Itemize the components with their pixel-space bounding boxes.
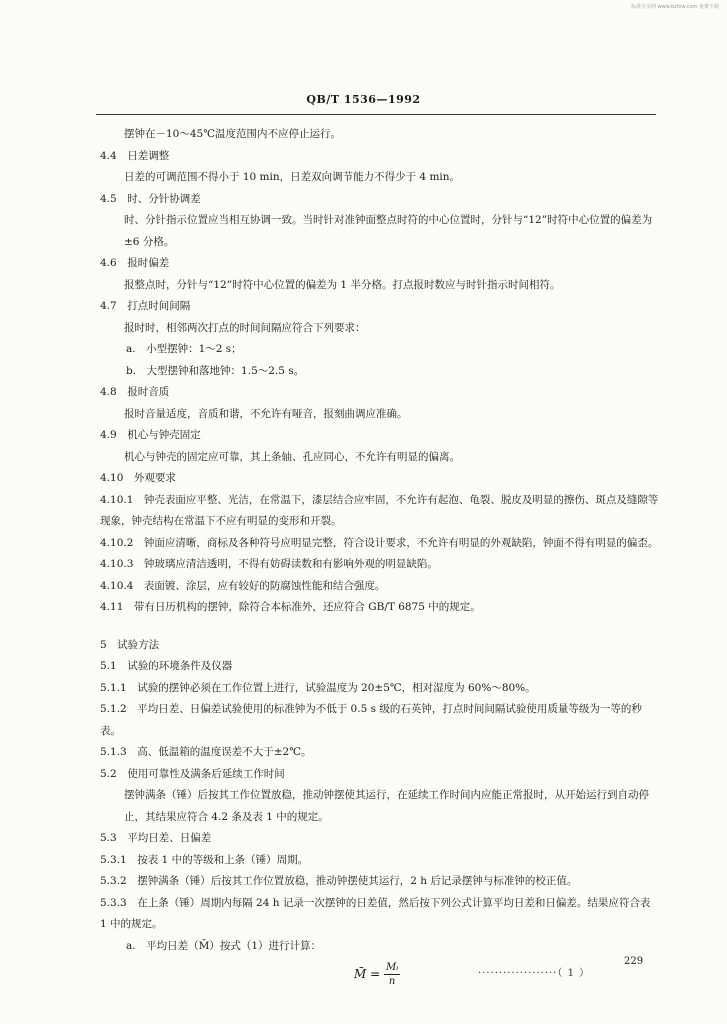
formula-numerator: Mᵢ — [385, 962, 399, 973]
page-header: QB/T 1536—1992 — [306, 93, 421, 106]
text-line: 日差的可调范围不得小于 10 min，日差双向调节能力不得少于 4 min。 — [124, 171, 461, 183]
text-line: 机心与钟壳的固定应可靠，其上条轴、孔应同心，不允许有明显的偏离。 — [124, 450, 460, 463]
formula-lhs: M̄ = — [354, 967, 381, 981]
text-line: 4.9 机心与钟壳固定 — [100, 429, 201, 441]
text-line: 摆钟在－10～45℃温度范围内不应停止运行。 — [124, 128, 341, 140]
document-body — [100, 124, 660, 993]
text-line: 4.10.3 钟玻璃应清洁透明，不得有妨碍读数和有影响外观的明显缺陷。 — [100, 558, 438, 570]
formula-1 — [100, 957, 660, 993]
text-line: a. 小型摆钟：1～2 s； — [126, 343, 242, 355]
text-line: 5.3.1 按表 1 中的等级和上条（锤）周期。 — [100, 853, 309, 866]
text-line: 报时时，相邻两次打点的时间间隔应符合下列要求： — [124, 321, 366, 334]
text-line: 4.5 时、分针协调差 — [100, 192, 201, 205]
text-line: 5.2 使用可靠性及满条后延续工作时间 — [100, 767, 285, 780]
page-number: 229 — [624, 956, 644, 967]
text-line: 4.10 外观要求 — [100, 472, 176, 484]
text-line: b. 大型摆钟和落地钟：1.5～2.5 s。 — [126, 364, 305, 377]
formula-fraction — [384, 961, 400, 988]
text-line: 5.3.3 在上条（锤）周期内每隔 24 h 记录一次摆钟的日差值，然后按下列公式计算平均日差和日偏差。结果应符合表 1 中的规定。 — [100, 896, 651, 930]
text-line: 报时音量适度，音质和谐，不允许有哑音，报刻曲调应准确。 — [124, 407, 408, 420]
text-line: 5.1.2 平均日差、日偏差试验使用的标准钟为不低于 0.5 s 级的石英钟，打点时间间隔试验使用质量等级为一等的秒表。 — [100, 703, 642, 737]
text-line: 4.6 报时偏差 — [100, 257, 170, 269]
text-line: 报整点时，分针与“12”时符中心位置的偏差为 1 半分格。打点报时数应与时针指示时间相符。 — [124, 278, 561, 291]
header-rule — [96, 114, 656, 115]
formula-number: ···················（ 1 ） — [478, 968, 591, 979]
text-line: 5 试验方法 — [100, 638, 160, 651]
text-line: 5.1.1 试验的摆钟必须在工作位置上进行，试验温度为 20±5℃，相对湿度为 60%～80%。 — [100, 681, 536, 694]
text-line: 4.7 打点时间间隔 — [100, 300, 191, 312]
text-line: 5.1.3 高、低温箱的温度误差不大于±2℃。 — [100, 746, 312, 758]
text-line: 时、分针指示位置应当相互协调一致。当时针对准钟面整点时符的中心位置时，分针与“12”时符中心位置的偏差为±6 分格。 — [124, 214, 653, 248]
text-line: 5.3.2 摆钟满条（锤）后按其工作位置放稳，推动钟摆使其运行，2 h 后记录摆钟与标准钟的校正值。 — [100, 875, 578, 887]
text-line: 4.10.1 钟壳表面应平整、光洁，在常温下，漆层结合应牢固，不允许有起泡、龟裂、脱皮及明显的擦伤、斑点及缝隙等现象，钟壳结构在常温下不应有明显的变形和开裂。 — [100, 493, 659, 527]
text-line: 摆钟满条（锤）后按其工作位置放稳，推动钟摆使其运行，在延续工作时间内应能正常报时，从开始运行到自动停止，其结果应符合 4.2 条及表 1 中的规定。 — [124, 789, 649, 823]
text-line: a. 平均日差（M̄）按式（1）进行计算： — [126, 939, 322, 952]
text-line: 4.11 带有日历机构的摆钟，除符合本标准外，还应符合 GB/T 6875 中的规定。 — [100, 601, 481, 613]
formula-denominator: n — [388, 976, 396, 987]
text-line: 4.10.4 表面镀、涂层，应有较好的防腐蚀性能和结合强度。 — [100, 579, 386, 592]
text-line: 5.3 平均日差、日偏差 — [100, 832, 212, 844]
formula-expression — [354, 961, 400, 988]
text-line: 5.1 试验的环境条件及仪器 — [100, 660, 233, 672]
watermark: 标准分享网 www.bzfxw.com 免费下载 — [631, 4, 719, 10]
text-line: 4.8 报时音质 — [100, 386, 170, 398]
text-line: 4.10.2 钟面应清晰，商标及各种符号应明显完整，符合设计要求，不允许有明显的外观缺陷，钟面不得有明显的偏歪。 — [100, 536, 659, 549]
text-line: 4.4 日差调整 — [100, 149, 170, 162]
